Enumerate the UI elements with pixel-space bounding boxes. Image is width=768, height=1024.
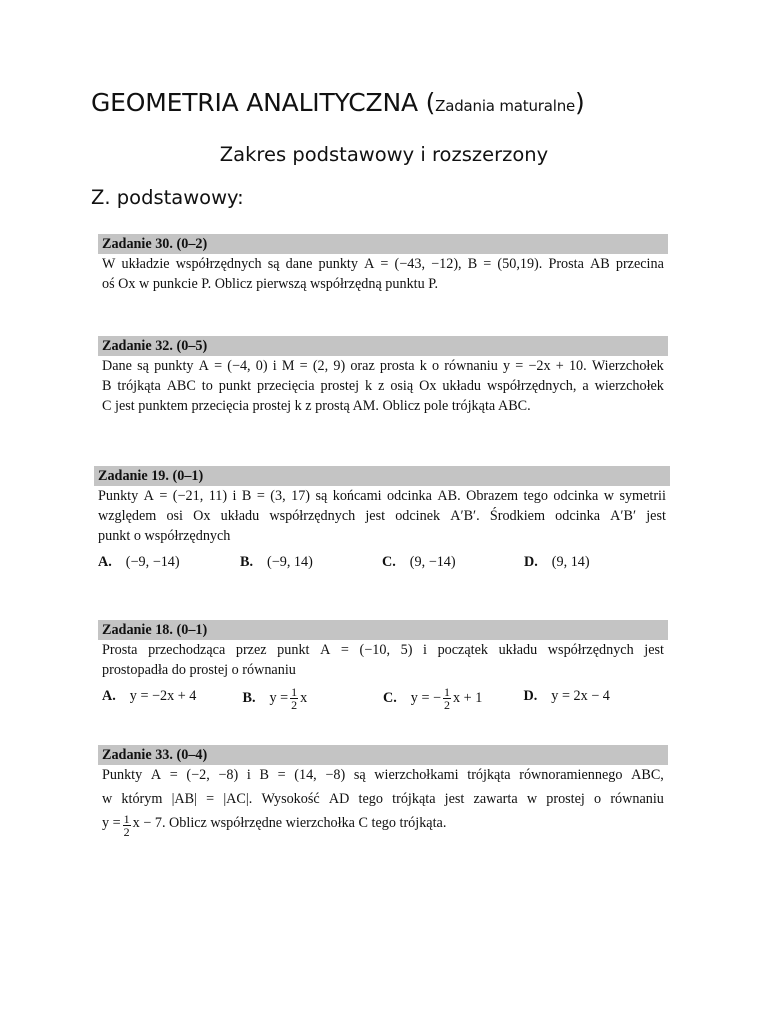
task-30: [98, 234, 668, 294]
task-33: [98, 745, 668, 838]
answer-option-b: B. y = $\frac{1}{2}$ x: [242, 685, 308, 712]
page-title: [91, 88, 585, 117]
task-32: [98, 336, 668, 416]
task-text-line: Punkty A = (−21, 11) i B = (3, 17) są końcami odcinka AB. Obrazem tego odcinka w symetrii: [98, 488, 666, 504]
fraction: $\frac{1}{2}$: [444, 685, 450, 712]
task-text-line: y = $\frac{1}{2}$ x − 7. Oblicz współrzędne wierzchołka C tego trójkąta.: [102, 812, 447, 839]
task-header: Zadanie 30. (0–2): [98, 234, 668, 254]
title-main: GEOMETRIA ANALITYCZNA (: [91, 88, 436, 117]
task-text-line: oś Ox w punkcie P. Oblicz pierwszą współrzędną punktu P.: [102, 276, 439, 292]
task-text-line: Dane są punkty A = (−4, 0) i M = (2, 9) oraz prosta k o równaniu y = −2x + 10. Wierzchołek: [102, 358, 664, 374]
title-close: ): [575, 88, 585, 117]
task-header: Zadanie 19. (0–1): [94, 466, 670, 486]
answer-option-d: D. y = 2x − 4: [523, 688, 610, 704]
task-text-line: B trójkąta ABC to punkt przecięcia prostej k z osią Ox układu współrzędnych, a wierzchołek: [102, 378, 664, 394]
answer-options: [94, 552, 670, 572]
task-text-line: C jest punktem przecięcia prostej k z prostą AM. Oblicz pole trójkąta ABC.: [102, 398, 531, 414]
task-text-line: W układzie współrzędnych są dane punkty A = (−43, −12), B = (50,19). Prosta AB przecina: [102, 256, 664, 272]
answer-option-a: A. (−9, −14): [98, 554, 180, 570]
answer-option-d: D. (9, 14): [524, 554, 590, 570]
task-text-line: prostopadła do prostej o równaniu: [102, 662, 296, 678]
section-heading: Z. podstawowy:: [91, 186, 244, 209]
task-18: [98, 620, 668, 711]
answer-option-c: C. (9, −14): [382, 554, 456, 570]
task-text-line: w którym |AB| = |AC|. Wysokość AD tego trójkąta jest zawarta w prostej o równaniu: [102, 791, 664, 807]
task-header: Zadanie 32. (0–5): [98, 336, 668, 356]
fraction: $\frac{1}{2}$: [123, 812, 130, 839]
task-text-line: punkt o współrzędnych: [98, 528, 231, 544]
task-text-line: Prosta przechodząca przez punkt A = (−10, 5) i początek układu współrzędnych jest: [102, 642, 664, 658]
task-text-line: Punkty A = (−2, −8) i B = (14, −8) są wierzchołkami trójkąta równoramiennego ABC,: [102, 767, 664, 783]
answer-option-b: B. (−9, 14): [240, 554, 313, 570]
answer-option-a: A. y = −2x + 4: [102, 688, 197, 704]
task-text-line: względem osi Ox układu współrzędnych jest odcinek A′B′. Środkiem odcinka A′B′ jest: [98, 508, 666, 524]
page-subtitle: Zakres podstawowy i rozszerzony: [219, 143, 549, 166]
task-header: Zadanie 18. (0–1): [98, 620, 668, 640]
task-header: Zadanie 33. (0–4): [98, 745, 668, 765]
task-19: [94, 466, 670, 572]
answer-options: [98, 686, 668, 711]
title-small: Zadania maturalne: [435, 97, 576, 115]
fraction: $\frac{1}{2}$: [291, 685, 298, 712]
answer-option-c: C. y = − $\frac{1}{2}$ x + 1: [383, 685, 483, 712]
